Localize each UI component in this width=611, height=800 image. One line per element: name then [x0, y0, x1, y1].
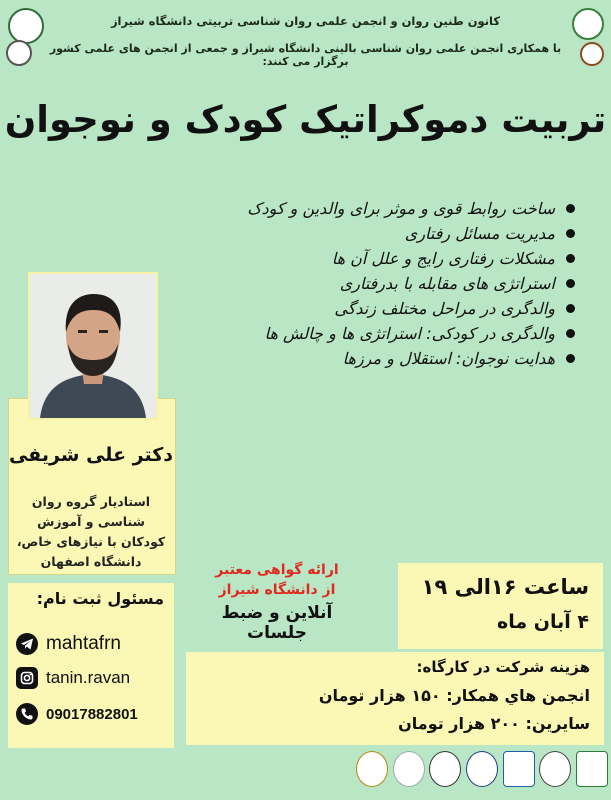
fee-title: هزینه شرکت در کارگاه:: [416, 658, 590, 676]
speaker-photo: [28, 272, 158, 420]
telegram-contact[interactable]: [16, 633, 121, 655]
certificate-note: [192, 560, 362, 600]
schedule-date: ۴ آبان ماه: [497, 611, 589, 633]
fee-box: [186, 652, 604, 745]
partner-logo-icon: [356, 751, 388, 787]
association-logo-left: [6, 40, 32, 66]
list-item: والدگری در مراحل مختلف زندگی: [157, 296, 577, 321]
phone-contact[interactable]: [16, 703, 138, 725]
list-item: مدیریت مسائل رفتاری: [157, 221, 577, 246]
partner-logo-icon: [429, 751, 461, 787]
registration-title: مسئول ثبت نام:: [36, 589, 164, 608]
header-organizers: کانون طنین روان و انجمن علمی روان شناسی تربیتی دانشگاه شیراز: [110, 14, 501, 28]
speaker-portrait-icon: [30, 274, 156, 418]
instagram-icon: [16, 667, 38, 689]
list-item: هدایت نوجوان: استقلال و مرزها: [157, 346, 577, 371]
workshop-title: تربیت دموکراتیک کودک و نوجوان: [4, 98, 607, 141]
partner-logo-icon: [466, 751, 498, 787]
university-logo-right: [572, 8, 604, 40]
topic-list: [157, 196, 577, 371]
session-mode: آنلاین و ضبط جلسات: [221, 603, 333, 643]
telegram-icon: [16, 633, 38, 655]
list-item: ساخت روابط قوی و موثر برای والدین و کودک: [157, 196, 577, 221]
certificate-line-2: از دانشگاه شیراز: [218, 582, 336, 598]
list-item: استراتژی های مقابله با بدرفتاری: [157, 271, 577, 296]
speaker-name: دکتر علی شریفی: [8, 444, 174, 466]
instagram-contact[interactable]: [16, 667, 130, 689]
schedule-box: [398, 563, 603, 649]
list-item: مشکلات رفتاری رایج و علل آن ها: [157, 246, 577, 271]
partner-logo-icon: [503, 751, 535, 787]
schedule-time: ساعت ۱۶الی ۱۹: [421, 575, 589, 599]
list-item: والدگری در کودکی: استراتژی ها و چالش ها: [157, 321, 577, 346]
partner-logo-icon: [576, 751, 608, 787]
certificate-line-1: ارائه گواهی معتبر: [215, 562, 339, 578]
registration-box: [8, 583, 174, 748]
partner-logos: [356, 746, 608, 792]
header-collaborators: با همکاری انجمن علمی روان شناسی بالینی دانشگاه شیراز و جمعی از انجمن های علمی کشور برگزار می کنند:: [49, 42, 562, 68]
phone-icon: [16, 703, 38, 725]
association-logo-right: [580, 42, 604, 66]
organizer-logo-left: [8, 8, 44, 44]
telegram-handle[interactable]: mahtafrn: [46, 633, 121, 654]
partner-logo-icon: [393, 751, 425, 787]
speaker-bio: استادیار گروه روان شناسی و آموزش کودکان با نیازهای خاص، دانشگاه اصفهان: [16, 494, 166, 569]
partner-logo-icon: [539, 751, 571, 787]
phone-number[interactable]: 09017882801: [46, 705, 138, 723]
fee-partner: انجمن هاي همکار: ۱۵۰ هزار تومان: [318, 686, 590, 705]
instagram-handle[interactable]: tanin.ravan: [46, 668, 131, 687]
fee-others: سایرین: ۲۰۰ هزار تومان: [398, 714, 590, 733]
